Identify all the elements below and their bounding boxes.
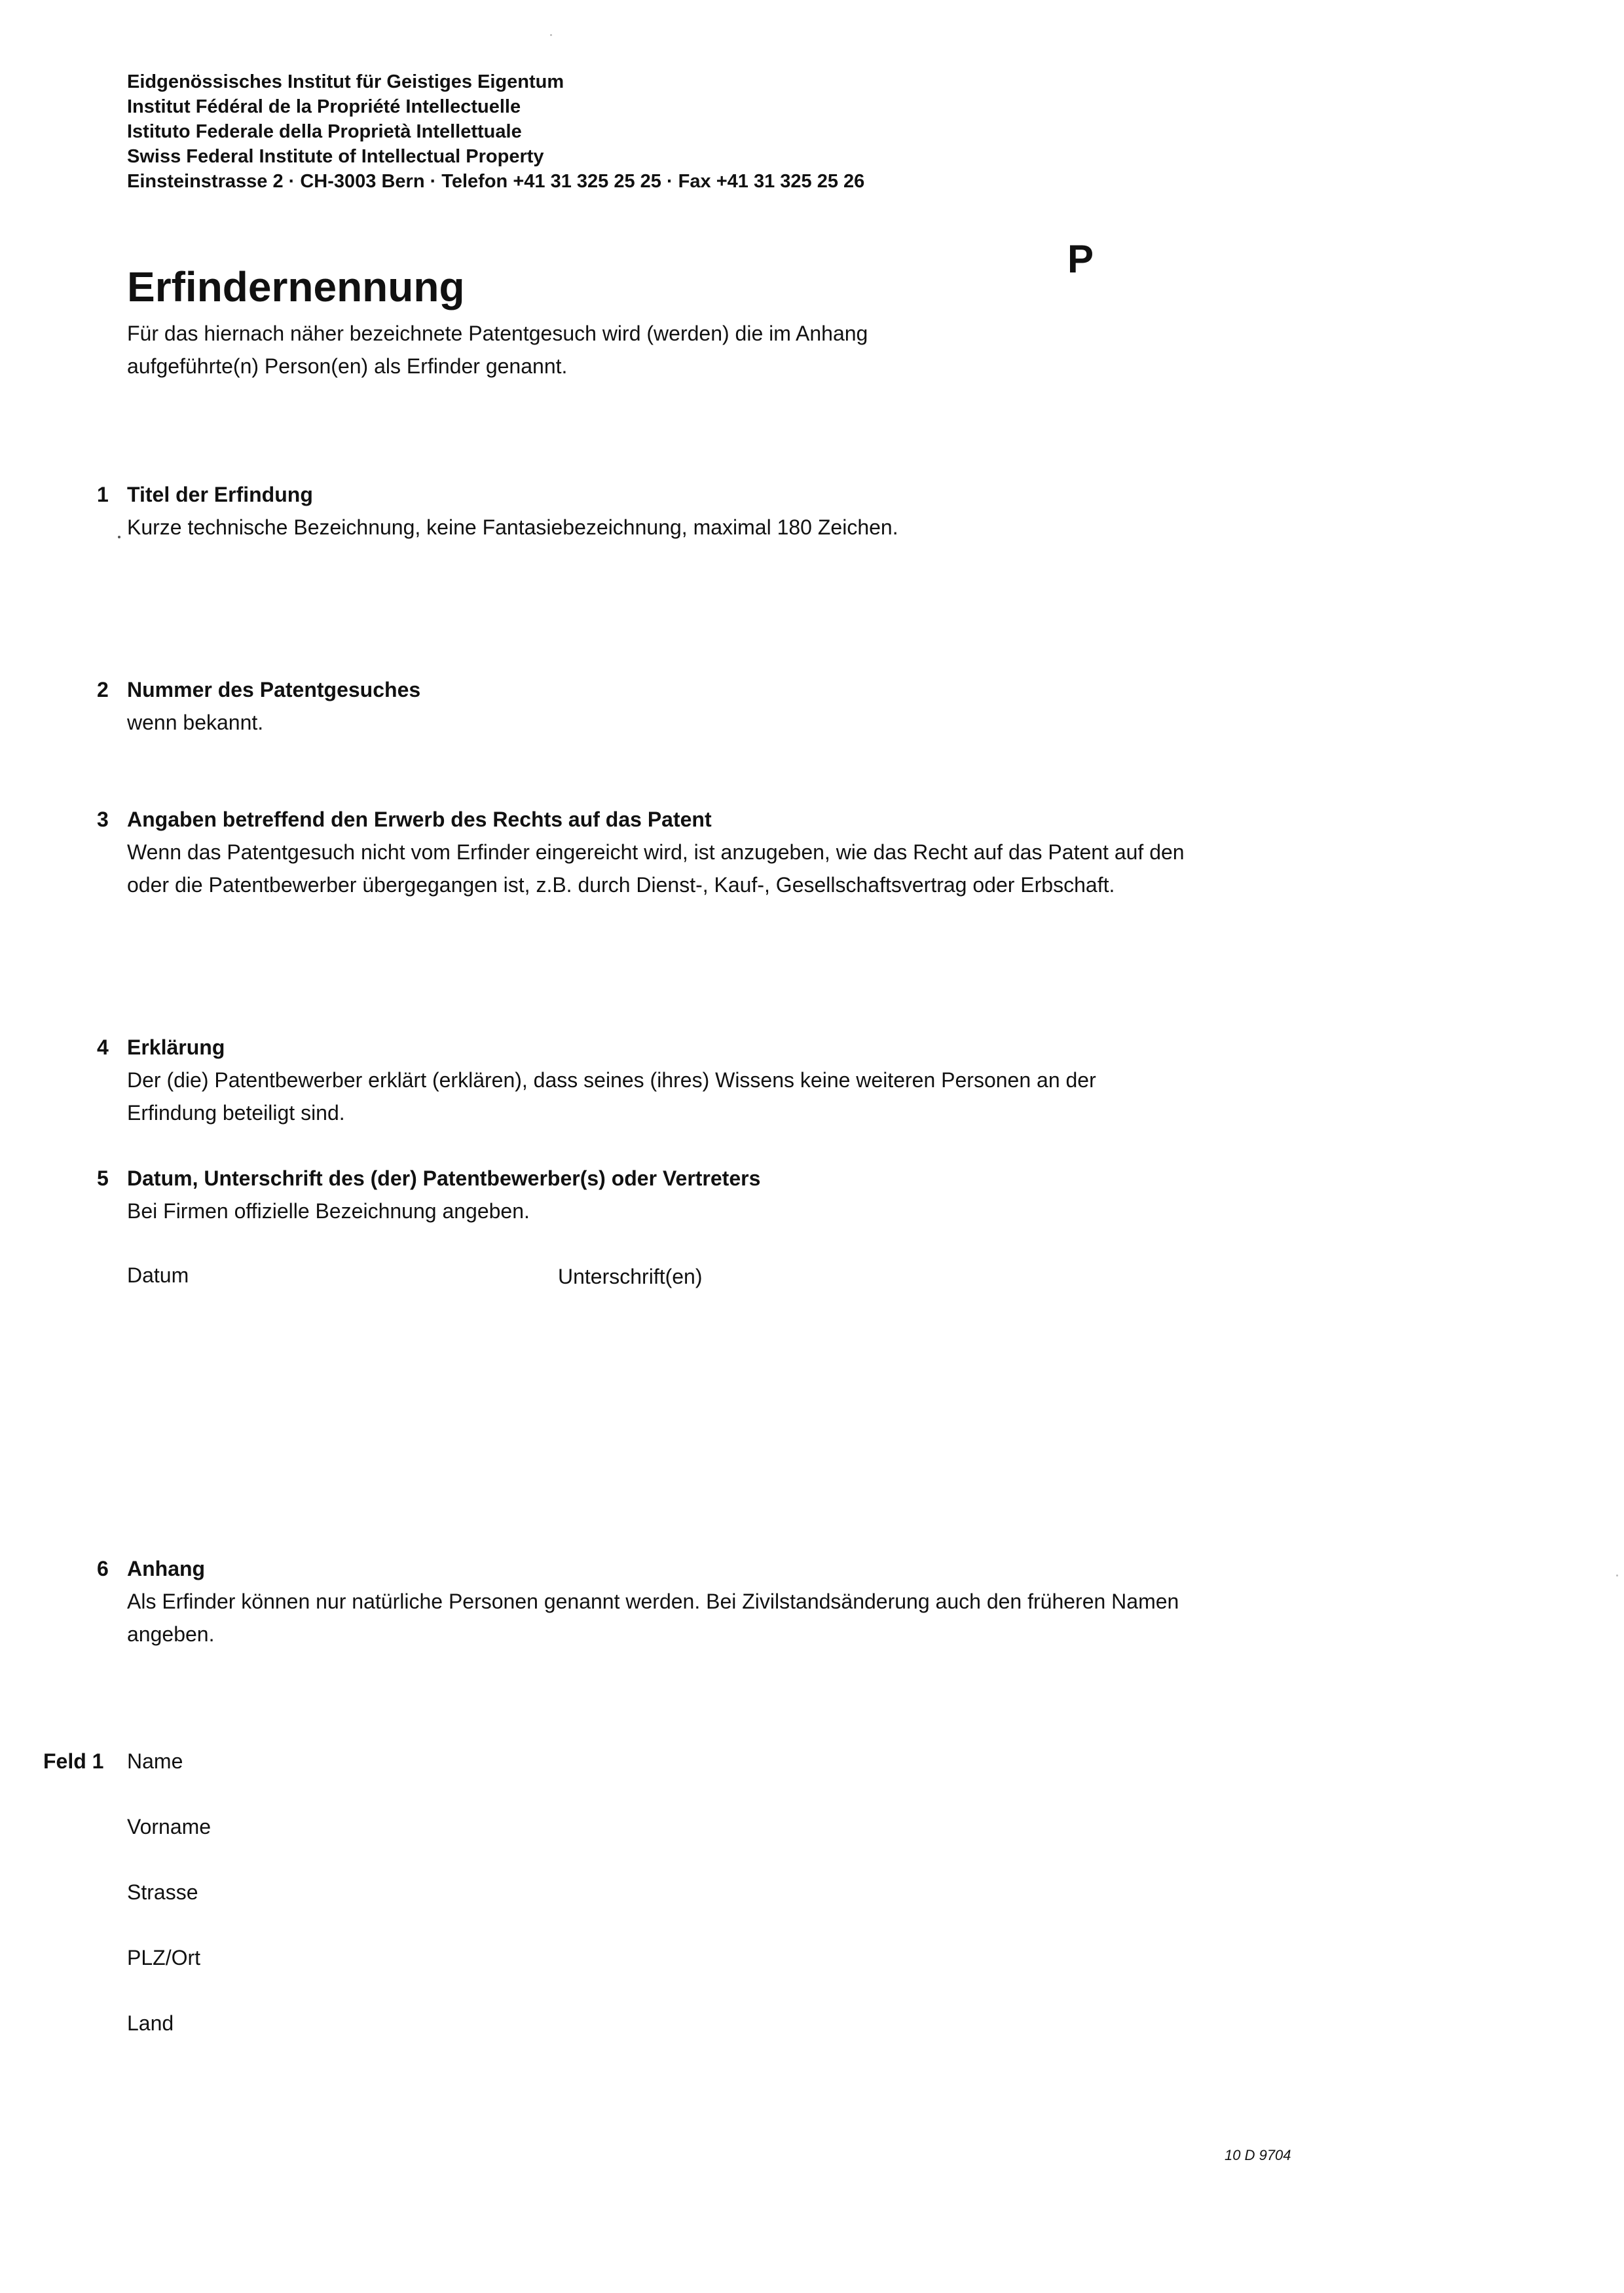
section-body: wenn bekannt. xyxy=(127,711,264,734)
scan-speck xyxy=(1616,1575,1618,1576)
header-line-fr: Institut Fédéral de la Propriété Intellectuelle xyxy=(127,96,521,117)
date-label: Datum xyxy=(127,1263,189,1287)
scan-speck xyxy=(550,34,552,36)
feld-label: Feld 1 xyxy=(43,1749,104,1773)
section-number: 3 xyxy=(97,808,109,831)
form-code: 10 D 9704 xyxy=(1225,2147,1291,2163)
section-heading: Anhang xyxy=(127,1557,206,1580)
section-body: Der (die) Patentbewerber erklärt (erklären), dass seines (ihres) Wissens keine weiteren Personen an der Erfindung beteiligt sind. xyxy=(127,1068,1096,1125)
section-number: 4 xyxy=(97,1035,109,1059)
scan-speck xyxy=(118,536,120,538)
institute-header xyxy=(127,69,864,194)
page-title: Erfindernennung xyxy=(127,263,465,310)
land-field-label: Land xyxy=(127,2011,174,2035)
section-number: 2 xyxy=(97,678,109,701)
section-body: Als Erfinder können nur natürliche Personen genannt werden. Bei Zivilstandsänderung auch den früheren Namen angeben. xyxy=(127,1590,1179,1646)
signature-label: Unterschrift(en) xyxy=(558,1265,703,1288)
form-letter: P xyxy=(1067,237,1094,281)
name-field-label: Name xyxy=(127,1749,183,1773)
section-number: 1 xyxy=(97,483,109,506)
header-line-it: Istituto Federale della Proprietà Intellettuale xyxy=(127,121,522,142)
section-body: Kurze technische Bezeichnung, keine Fantasiebezeichnung, maximal 180 Zeichen. xyxy=(127,515,898,539)
section-number: 5 xyxy=(97,1166,109,1190)
section-body: Bei Firmen offizielle Bezeichnung angeben. xyxy=(127,1199,530,1223)
header-address: Einsteinstrasse 2 · CH-3003 Bern · Telefon +41 31 325 25 25 · Fax +41 31 325 25 26 xyxy=(127,171,865,192)
intro-text: Für das hiernach näher bezeichnete Patentgesuch wird (werden) die im Anhang aufgeführte(n) Person(en) als Erfinder genannt. xyxy=(127,322,868,378)
section-heading: Nummer des Patentgesuches xyxy=(127,678,421,701)
header-line-de: Eidgenössisches Institut für Geistiges Eigentum xyxy=(127,71,564,92)
plz-ort-field-label: PLZ/Ort xyxy=(127,1946,201,1969)
section-heading: Datum, Unterschrift des (der) Patentbewerber(s) oder Vertreters xyxy=(127,1166,761,1190)
header-line-en: Swiss Federal Institute of Intellectual Property xyxy=(127,146,544,167)
section-heading: Titel der Erfindung xyxy=(127,483,313,506)
section-body: Wenn das Patentgesuch nicht vom Erfinder eingereicht wird, ist anzugeben, wie das Recht auf das Patent auf den oder die Patentbewerber übergegangen ist, z.B. durch Dienst-, Kauf-, Gesellschaftsvertrag oder Erbschaft. xyxy=(127,840,1185,897)
section-number: 6 xyxy=(97,1557,109,1580)
section-heading: Angaben betreffend den Erwerb des Rechts auf das Patent xyxy=(127,808,712,831)
strasse-field-label: Strasse xyxy=(127,1880,198,1904)
section-heading: Erklärung xyxy=(127,1035,225,1059)
vorname-field-label: Vorname xyxy=(127,1815,212,1838)
